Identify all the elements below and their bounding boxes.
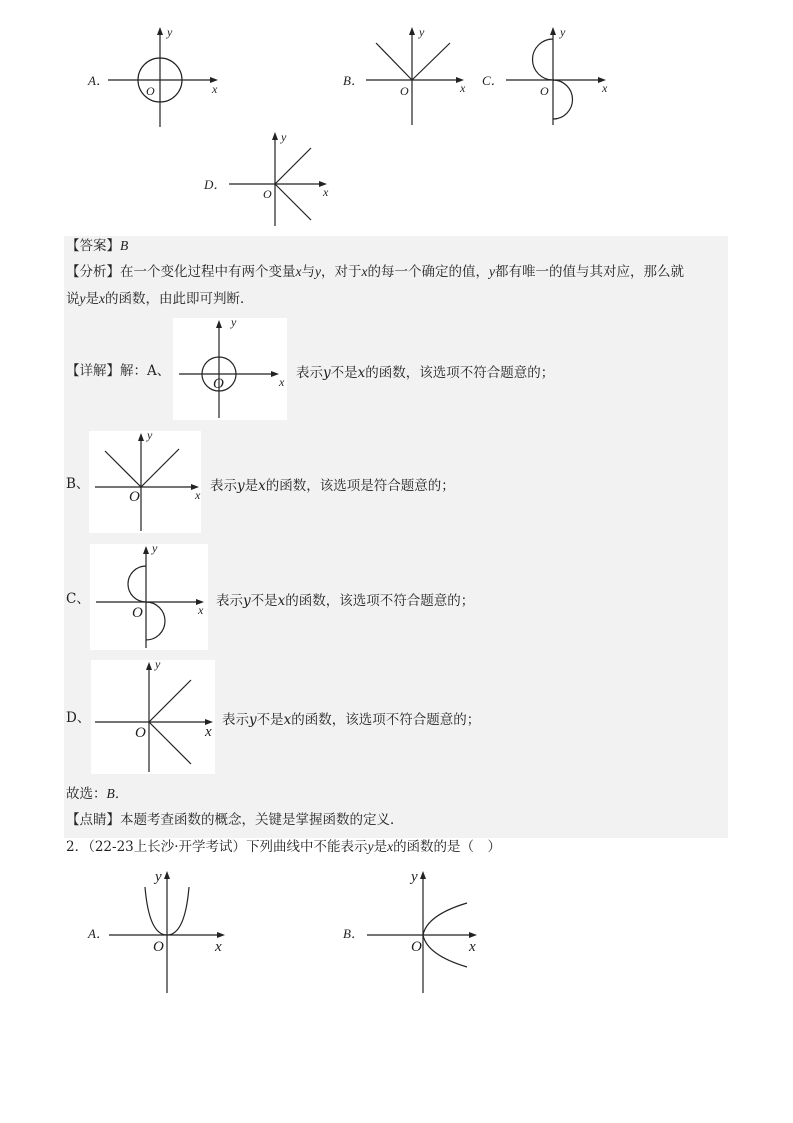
detail-d-origin: O [135,725,146,741]
var-y: y [79,291,86,306]
answer-tag: 【答案】 [66,238,120,254]
var-y: y [315,264,321,279]
analysis-text: 的每一个确定的值， [367,264,489,280]
q2-b-origin: O [411,939,422,955]
detail-b-text: 表示y是x的函数，该选项是符合题意的； [210,478,455,494]
option-d-label: D． [204,177,227,192]
option-d-graph [225,130,335,230]
detail-a-x: x [279,375,285,389]
q2-a-y: y [155,869,162,885]
answer-value: B [120,238,129,253]
option-a-origin: O [146,84,155,98]
q2-option-b-label: B． [343,926,364,941]
detail-b-origin: O [129,489,140,505]
detail-a-label: 解：A、 [120,363,171,379]
detail-a-text: 表示y不是x的函数，该选项不符合题意的； [296,365,555,381]
comment-line [66,810,404,830]
option-c-graph [500,25,615,130]
detail-c-x: x [198,603,204,617]
detail-d-text: 表示y不是x的函数，该选项不符合题意的； [222,712,481,728]
comment-text: 本题考查函数的概念，关键是掌握函数的定义． [120,812,404,828]
detail-d-x: x [205,724,212,740]
option-b-x-label: x [460,81,466,95]
analysis-text: 都有唯一的值与其对应，那么就 [495,264,684,280]
detail-b-label: B、 [66,476,90,492]
detail-a-origin: O [213,376,224,392]
option-d-x-label: x [323,185,329,199]
detail-b-prefix [66,474,89,494]
option-b-origin: O [400,84,409,98]
detail-a-y: y [231,315,237,329]
detail-c-origin: O [132,605,143,621]
question-2: 2．（22-23上长沙·开学考试）下列曲线中不能表示y是x的函数的是（ ） [66,839,502,855]
detail-c-text: 表示y不是x的函数，该选项不符合题意的； [216,593,475,609]
detail-c-image [90,541,208,650]
detail-b-image [89,428,201,533]
q2-a-origin: O [153,939,164,955]
var-x: x [361,264,368,279]
detail-c-y: y [152,541,158,555]
analysis-text: 说 [66,291,80,307]
detail-d-image [91,657,215,774]
option-a-graph [100,25,230,130]
var-y: y [489,264,495,279]
q2-b-y: y [411,869,418,885]
question-number: 2． [66,839,89,855]
detail-a-image [173,315,287,420]
detail-d-prefix [66,708,90,728]
option-b-y-label: y [419,25,425,39]
q2-option-b-graph [365,865,495,995]
q2-a-x: x [215,939,222,955]
option-b-graph [362,25,472,130]
analysis-text: 与 [301,264,315,280]
var-x: x [295,264,302,279]
analysis-text: 的函数，由此即可判断． [105,291,254,307]
detail-c-label: C、 [66,591,90,607]
option-d-origin: O [263,187,272,201]
detail-d-label: D、 [66,710,91,726]
q2-b-x: x [469,939,476,955]
option-c-origin: O [540,84,549,98]
detail-c-prefix [66,589,90,609]
detail-d-y: y [155,657,161,671]
q2-option-a-graph [105,865,235,995]
option-a-label: A． [88,73,109,88]
q2-option-a-label: A． [88,926,109,941]
option-a-x-label: x [212,82,218,96]
question-source: （22-23上长沙·开学考试） [88,839,247,855]
option-c-label: C． [482,73,504,88]
analysis-tag: 【分析】 [66,264,120,280]
conclusion-line: 故选：B． [66,786,129,802]
option-b-label: B． [343,73,364,88]
analysis-text: 是 [85,291,99,307]
analysis-line-2 [66,289,254,309]
analysis-text: 在一个变化过程中有两个变量 [120,264,296,280]
option-c-x-label: x [602,81,608,95]
analysis-text: ，对于 [321,264,362,280]
analysis-line-1 [66,262,684,282]
detail-a-prefix [66,361,170,381]
detail-b-y: y [147,428,153,442]
option-c-y-label: y [560,25,566,39]
answer-line [66,236,128,256]
detail-b-x: x [195,488,201,502]
option-a-y-label: y [167,25,173,39]
detail-tag: 【详解】 [66,363,120,379]
comment-tag: 【点睛】 [66,812,120,828]
option-d-y-label: y [281,130,287,144]
var-x: x [99,291,105,306]
